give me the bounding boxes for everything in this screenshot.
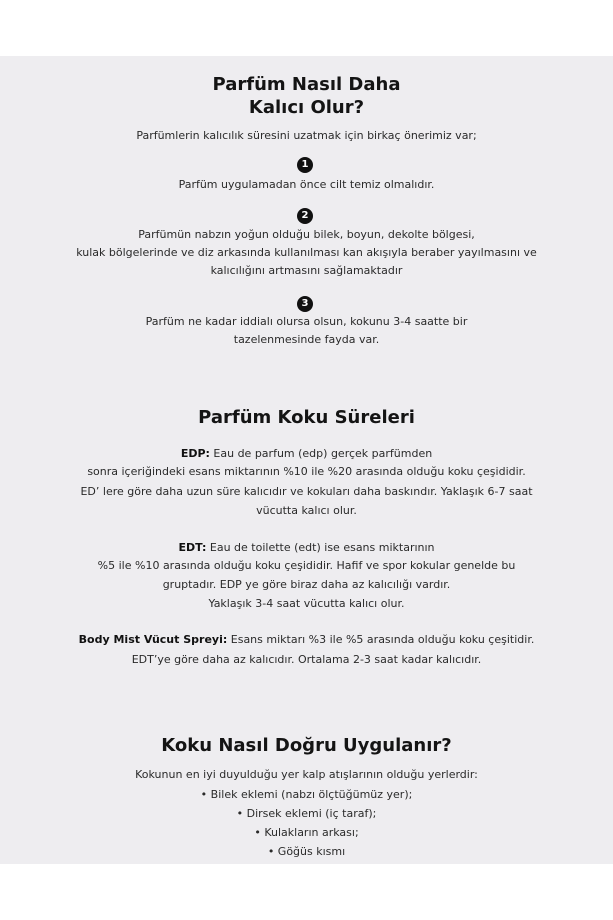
section1-title-line2: Kalıcı Olur? xyxy=(248,97,365,118)
bullet-item-1: • Bilek eklemi (nabzı ölçtüğümüz yer); xyxy=(200,788,413,801)
number-badge-1: 1 xyxy=(297,157,313,173)
number-badge-3: 3 xyxy=(297,296,313,312)
edp-line-1 xyxy=(0,447,613,461)
tip-3-line-2: tazelenmesinde fayda var. xyxy=(233,333,380,346)
edt-label: EDT: xyxy=(178,541,207,554)
edt-line-2: %5 ile %10 arasında olduğu koku çeşididir. Hafif ve spor kokular genelde bu xyxy=(97,559,516,572)
mist-line-2: EDT’ye göre daha az kalıcıdır. Ortalama 2-3 saat kadar kalıcıdır. xyxy=(131,653,482,666)
section3-title: Koku Nasıl Doğru Uygulanır? xyxy=(161,735,452,756)
edt-line-4: Yaklaşık 3-4 saat vücutta kalıcı olur. xyxy=(208,597,405,610)
tip-2-line-3: kalıcılığını artmasını sağlamaktadır xyxy=(210,264,403,277)
edp-text: Eau de parfum (edp) gerçek parfümden xyxy=(209,447,433,460)
number-badge-2: 2 xyxy=(297,208,313,224)
edp-line-4: vücutta kalıcı olur. xyxy=(256,504,357,517)
mist-label: Body Mist Vücut Spreyi: xyxy=(78,633,228,646)
edp-line-2: sonra içeriğindeki esans miktarının %10 ile %20 arasında olduğu koku çeşididir. xyxy=(87,465,526,478)
bullet-item-3: • Kulakların arkası; xyxy=(254,826,359,839)
edt-text: Eau de toilette (edt) ise esans miktarının xyxy=(206,541,435,554)
edt-line-1 xyxy=(0,541,613,555)
bullet-item-2: • Dirsek eklemi (iç taraf); xyxy=(236,807,377,820)
section1-title-line1: Parfüm Nasıl Daha xyxy=(212,74,401,95)
section3-intro: Kokunun en iyi duyulduğu yer kalp atışlarının olduğu yerlerdir: xyxy=(135,768,478,781)
mist-text: Esans miktarı %3 ile %5 arasında olduğu koku çeşitidir. xyxy=(227,633,535,646)
edp-label: EDP: xyxy=(180,447,210,460)
edt-line-3: gruptadır. EDP ye göre biraz daha az kalıcılığı vardır. xyxy=(162,578,451,591)
tip-2-line-1: Parfümün nabzın yoğun olduğu bilek, boyun, dekolte bölgesi, xyxy=(138,228,475,241)
section1-intro: Parfümlerin kalıcılık süresini uzatmak için birkaç önerimiz var; xyxy=(136,129,477,142)
section2-title: Parfüm Koku Süreleri xyxy=(198,407,415,428)
bullet-item-4: • Göğüs kısmı xyxy=(267,845,346,858)
mist-line-1 xyxy=(0,633,613,647)
tip-2-line-2: kulak bölgelerinde ve diz arkasında kullanılması kan akışıyla beraber yayılmasını ve xyxy=(76,246,537,259)
tip-1-line-1: Parfüm uygulamadan önce cilt temiz olmalıdır. xyxy=(178,178,435,191)
tip-3-line-1: Parfüm ne kadar iddialı olursa olsun, kokunu 3-4 saatte bir xyxy=(145,315,468,328)
edp-line-3: ED’ lere göre daha uzun süre kalıcıdır ve kokuları daha baskındır. Yaklaşık 6-7 saat xyxy=(80,485,533,498)
